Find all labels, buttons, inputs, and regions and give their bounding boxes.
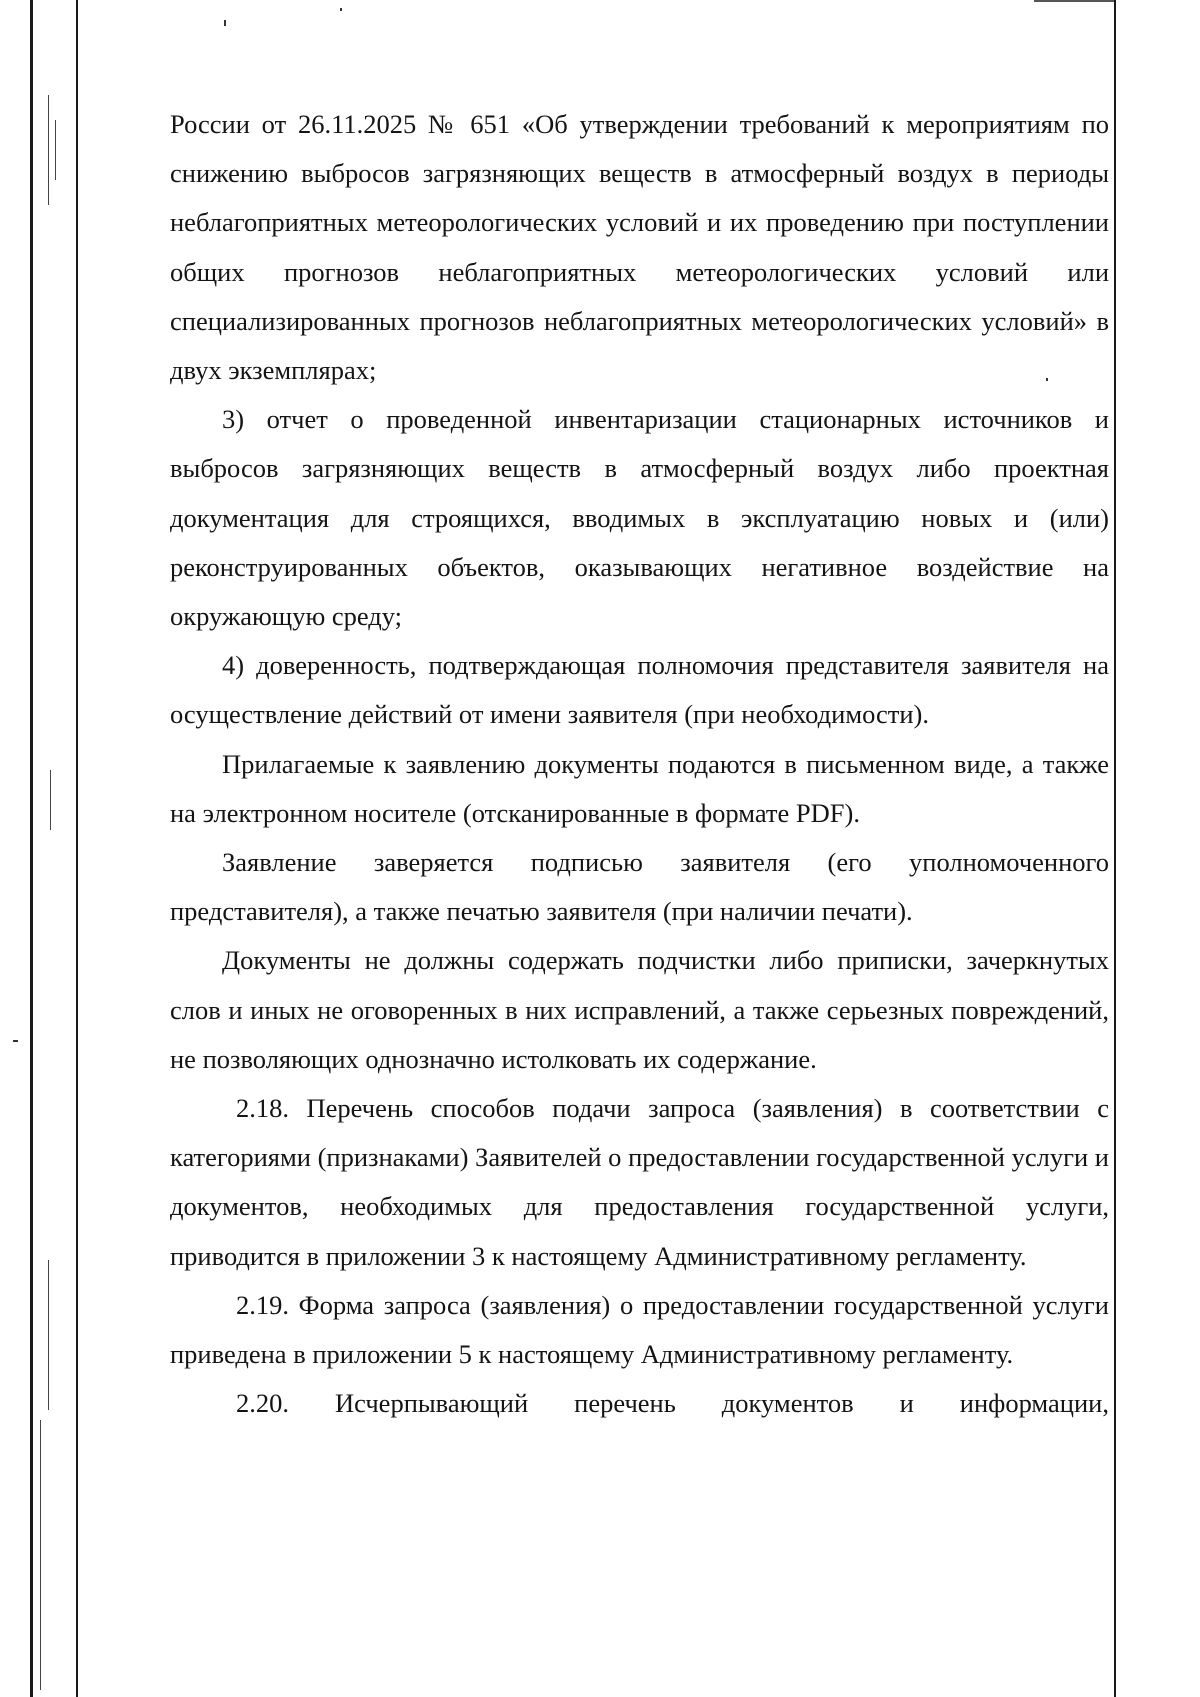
- word: документов: [721, 1388, 854, 1419]
- section-number: 2.20.: [236, 1388, 289, 1419]
- scan-mark: [48, 95, 49, 205]
- scan-speck: [13, 1040, 18, 1042]
- scan-top-rule: [1034, 0, 1114, 2]
- word: Исчерпывающий: [334, 1388, 529, 1419]
- scan-mark: [48, 1260, 49, 1410]
- paragraph-signature: Заявление заверяется подписью заявителя (его уполномоченного представителя), а также печатью заявителя (при наличии печати).: [170, 847, 1109, 927]
- paragraph-documents: Документы не должны содержать подчистки либо приписки, зачеркнутых слов и иных не оговоренных в них исправлений, а также серьезных повреждений, не позволяющих однозначно истолковать их содержание.: [170, 945, 1109, 1074]
- word: и: [899, 1388, 914, 1419]
- paragraph-continuation: России от 26.11.2025 № 651 «Об утверждении требований к мероприятиям по снижению выбросов загрязняющих веществ в атмосферный воздух в периоды неблагоприятных метеорологических условий и их проведению при поступлении общих прогнозов неблагоприятных метеорологических условий или специализированных прогнозов неблагоприятных метеорологических условий» в двух экземплярах;: [170, 109, 1109, 386]
- paragraph-2-18: 2.18. Перечень способов подачи запроса (заявления) в соответствии с категориями (признаками) Заявителей о предоставлении государственной услуги и документов, необходимых для предоставления государственной услуги, приводится в приложении 3 к настоящему Административному регламенту.: [170, 1093, 1109, 1271]
- word: перечень: [574, 1388, 676, 1419]
- scan-speck: [224, 20, 226, 26]
- word: информации,: [959, 1388, 1109, 1419]
- paragraph-item-4: 4) доверенность, подтверждающая полномочия представителя заявителя на осуществление действий от имени заявителя (при необходимости).: [170, 650, 1109, 730]
- paragraph-attachments: Прилагаемые к заявлению документы подаются в письменном виде, а также на электронном носителе (отсканированные в формате PDF).: [170, 748, 1109, 828]
- scan-edge-left-inner: [76, 0, 78, 1697]
- scan-mark: [40, 1420, 41, 1690]
- scan-speck: [340, 8, 342, 11]
- scan-edge-left-outer: [30, 0, 33, 1697]
- paragraph-item-3: 3) отчет о проведенной инвентаризации стационарных источников и выбросов загрязняющих веществ в атмосферный воздух либо проектная документация для строящихся, вводимых в эксплуатацию новых и (или) реконструированных объектов, оказывающих негативное воздействие на окружающую среду;: [170, 404, 1109, 632]
- scan-mark: [50, 770, 51, 830]
- paragraph-2-20-start: [170, 1379, 1109, 1428]
- scan-mark: [55, 120, 56, 180]
- paragraph-2-19: 2.19. Форма запроса (заявления) о предоставлении государственной услуги приведена в приложении 5 к настоящему Административному регламенту.: [170, 1289, 1109, 1370]
- document-page: [170, 100, 1109, 1428]
- scan-edge-right: [1114, 0, 1116, 1697]
